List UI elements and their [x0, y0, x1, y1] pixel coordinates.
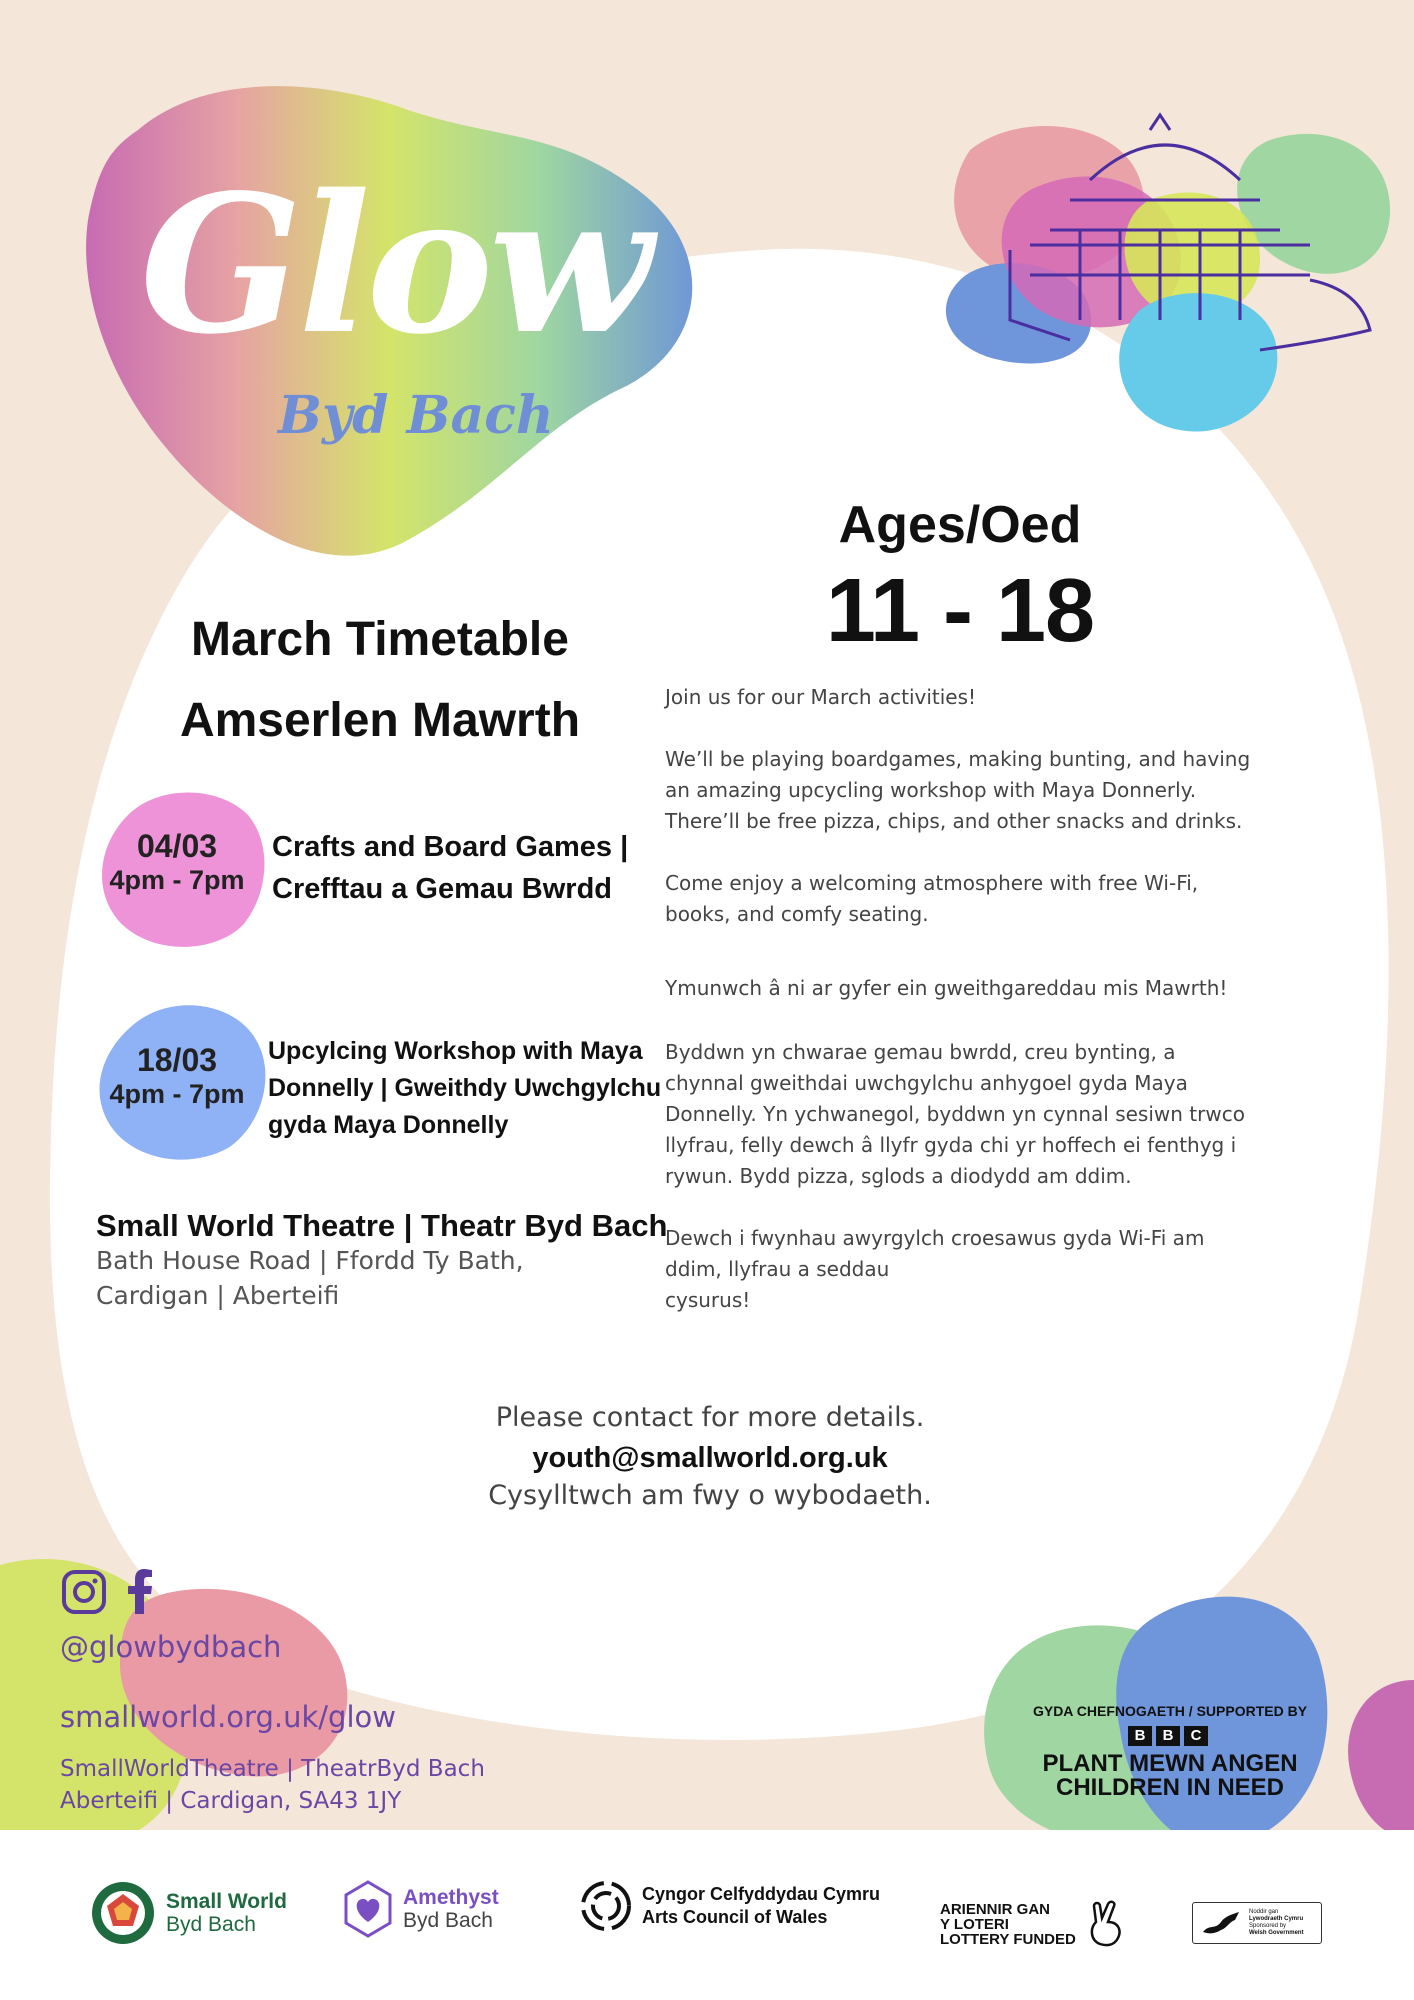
bbc-logo: [1128, 1726, 1208, 1746]
sponsor-line: Noddir gan: [1249, 1909, 1279, 1915]
ages-range: 11 - 18: [825, 561, 1095, 661]
sponsor-line: Y LOTERI: [940, 1915, 1009, 1933]
social-handle[interactable]: @glowbydbach: [60, 1630, 282, 1664]
supporter-name-en: CHILDREN IN NEED: [1055, 1774, 1284, 1801]
sponsor-line: Welsh Government: [1249, 1930, 1304, 1936]
sponsor-small-world: [90, 1880, 287, 1946]
venue-address-line: Bath House Road | Ffordd Ty Bath,: [96, 1246, 524, 1275]
event-date: 04/03: [136, 828, 218, 864]
sponsor-line: Sponsored by: [1249, 1923, 1287, 1929]
event-time: 4pm - 7pm: [109, 1079, 245, 1109]
description-en-paragraph: We’ll be playing boardgames, making bunting, and having an amazing upcycling workshop with Maya Donnerly. There’ll be free pizza, chips, and other snacks and drinks.: [665, 747, 1251, 833]
sponsor-line: Byd Bach: [166, 1913, 256, 1936]
welsh-government-logo: [1192, 1902, 1322, 1944]
sponsor-line: Amethyst: [403, 1886, 499, 1909]
sponsor-amethyst: [343, 1880, 499, 1938]
sponsor-line: Cyngor Celfyddydau Cymru: [642, 1884, 881, 1904]
address-line: SmallWorldTheatre | TheatrByd Bach: [60, 1756, 485, 1782]
bbc-letter: C: [1184, 1726, 1208, 1746]
glow-logo-subtitle: Byd Bach: [278, 385, 554, 446]
sponsor-line: Byd Bach: [403, 1909, 493, 1932]
timetable-title-cy: Amserlen Mawrth: [179, 694, 581, 747]
sponsor-line: Small World: [166, 1890, 287, 1913]
contact-line: Cysylltwch am fwy o wybodaeth.: [488, 1480, 932, 1511]
address-line: Aberteifi | Cardigan, SA43 1JY: [60, 1788, 402, 1814]
event-title-line: gyda Maya Donnelly: [268, 1111, 509, 1139]
description-cy-paragraph: Dewch i fwynhau awyrgylch croesawus gyda Wi-Fi am ddim, llyfrau a seddau cysurus!: [665, 1226, 1205, 1312]
description-cy-intro: Ymunwch â ni ar gyfer ein gweithgareddau mis Mawrth!: [665, 976, 1228, 1000]
small-world-logo-icon: [90, 1880, 156, 1946]
sponsor-line: ARIENNIR GAN: [940, 1900, 1051, 1918]
bandstand-illustration: [930, 110, 1400, 450]
event-title-line: Crefftau a Gemau Bwrdd: [272, 873, 612, 905]
arts-council-logo-icon: [580, 1880, 632, 1932]
bbc-letter: B: [1128, 1726, 1152, 1746]
sponsor-name: [940, 1902, 1076, 1947]
event-title: [268, 1033, 661, 1144]
description-en-paragraph: Come enjoy a welcoming atmosphere with free Wi-Fi, books, and comfy seating.: [665, 871, 1199, 926]
children-in-need-logo: [1010, 1752, 1330, 1800]
sponsor-lottery: [940, 1900, 1126, 1948]
bbc-letter: B: [1156, 1726, 1180, 1746]
event-date: 18/03: [136, 1042, 218, 1078]
glow-logo-title: Glow: [140, 153, 649, 376]
ages-label: Ages/Oed: [838, 496, 1082, 554]
lottery-crossed-fingers-icon: [1086, 1900, 1126, 1948]
description-cy-paragraph: Byddwn yn chwarae gemau bwrdd, creu bynting, a chynnal gweithdai uwchgylchu anhygoel gyda Maya Donnelly. Yn ychwanegol, byddwn yn cynnal sesiwn trwco llyfrau, felly dewch â llyfr gyda chi yr hoffech ei fenthyg i rywun. Bydd pizza, sglods a diodydd am ddim.: [665, 1040, 1245, 1188]
facebook-icon[interactable]: [126, 1568, 154, 1616]
contact-line: Please contact for more details.: [495, 1402, 925, 1433]
amethyst-heart-icon: [343, 1880, 393, 1938]
event-title-line: Crafts and Board Games |: [272, 831, 629, 863]
sponsor-line: Lywodraeth Cymru: [1249, 1916, 1304, 1922]
event-title-line: Donnelly | Gweithdy Uwchgylchu: [268, 1074, 662, 1102]
welsh-dragon-icon: [1199, 1908, 1243, 1938]
welsh-government-text: [1249, 1909, 1304, 1937]
instagram-icon[interactable]: [60, 1568, 108, 1616]
venue-name: Small World Theatre | Theatr Byd Bach: [96, 1208, 668, 1243]
event-time: 4pm - 7pm: [109, 865, 245, 895]
event-title-line: Upcylcing Workshop with Maya: [268, 1037, 643, 1065]
sponsor-welsh-government: [1192, 1902, 1322, 1944]
sponsor-name: [642, 1883, 880, 1929]
sponsor-name: [403, 1886, 499, 1932]
sponsor-line: LOTTERY FUNDED: [940, 1930, 1076, 1948]
timetable-title-en: March Timetable: [191, 613, 569, 666]
description-en-intro: Join us for our March activities!: [665, 685, 977, 709]
supporter-name-cy: PLANT MEWN ANGEN: [1042, 1750, 1298, 1777]
sponsor-line: Arts Council of Wales: [642, 1907, 828, 1927]
event-title: [272, 826, 628, 910]
sponsor-arts-council: [580, 1880, 880, 1932]
event-date-block: [92, 828, 262, 896]
venue-address-line: Cardigan | Aberteifi: [96, 1281, 340, 1310]
event-date-block: [92, 1042, 262, 1110]
contact-email[interactable]: youth@smallworld.org.uk: [532, 1442, 888, 1474]
sponsor-name: [166, 1890, 287, 1936]
website-link[interactable]: smallworld.org.uk/glow: [60, 1700, 396, 1734]
supporter-label: GYDA CHEFNOGAETH / SUPPORTED BY: [1032, 1703, 1308, 1719]
